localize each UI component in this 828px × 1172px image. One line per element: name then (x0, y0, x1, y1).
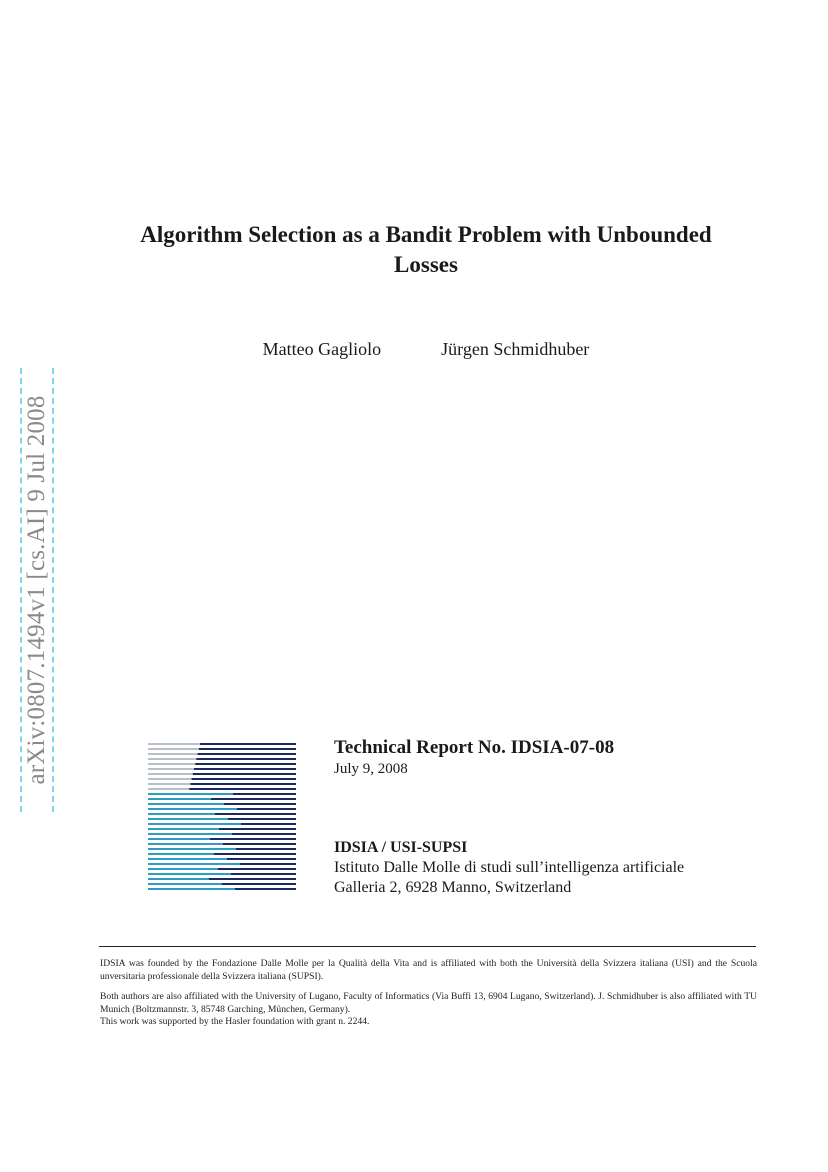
author-name: Jürgen Schmidhuber (441, 339, 590, 359)
footnote-rule (99, 946, 756, 947)
paper-title: Algorithm Selection as a Bandit Problem with Unbounded Losses (140, 222, 712, 277)
footnote: Both authors are also affiliated with the University of Lugano, Faculty of Informatics (Via Buffi 13, 6904 Lugano, Switzerland). J. Schmidhuber is also affiliated with TU Munich (Boltzmannstr. 3, 85748 Garching, München, Germany). (100, 991, 757, 1015)
author-name: Matteo Gagliolo (262, 339, 382, 359)
footnotes (100, 958, 757, 1037)
footnote: IDSIA was founded by the Fondazione Dalle Molle per la Qualità della Vita and is affiliated with both the Università della Svizzera italiana (USI) and the Scuola unversitaria professionale della Svizzera italiana (SUPSI). (100, 958, 757, 982)
report-number: Technical Report No. IDSIA-07-08 (334, 737, 615, 758)
institution-name: IDSIA / USI-SUPSI (334, 839, 468, 856)
institution-full-name: Istituto Dalle Molle di studi sull’intelligenza artificiale (334, 859, 685, 876)
institution-block (334, 838, 684, 898)
footnote: This work was supported by the Hasler foundation with grant n. 2244. (100, 1016, 370, 1027)
idsia-logo-icon (148, 743, 298, 895)
report-date: July 9, 2008 (334, 761, 408, 777)
report-block (334, 737, 614, 779)
institution-address: Galleria 2, 6928 Manno, Switzerland (334, 879, 572, 896)
author-list (0, 339, 828, 360)
arxiv-stamp (20, 368, 54, 812)
arxiv-stamp-text: arXiv:0807.1494v1 [cs.AI] 9 Jul 2008 (23, 395, 50, 785)
